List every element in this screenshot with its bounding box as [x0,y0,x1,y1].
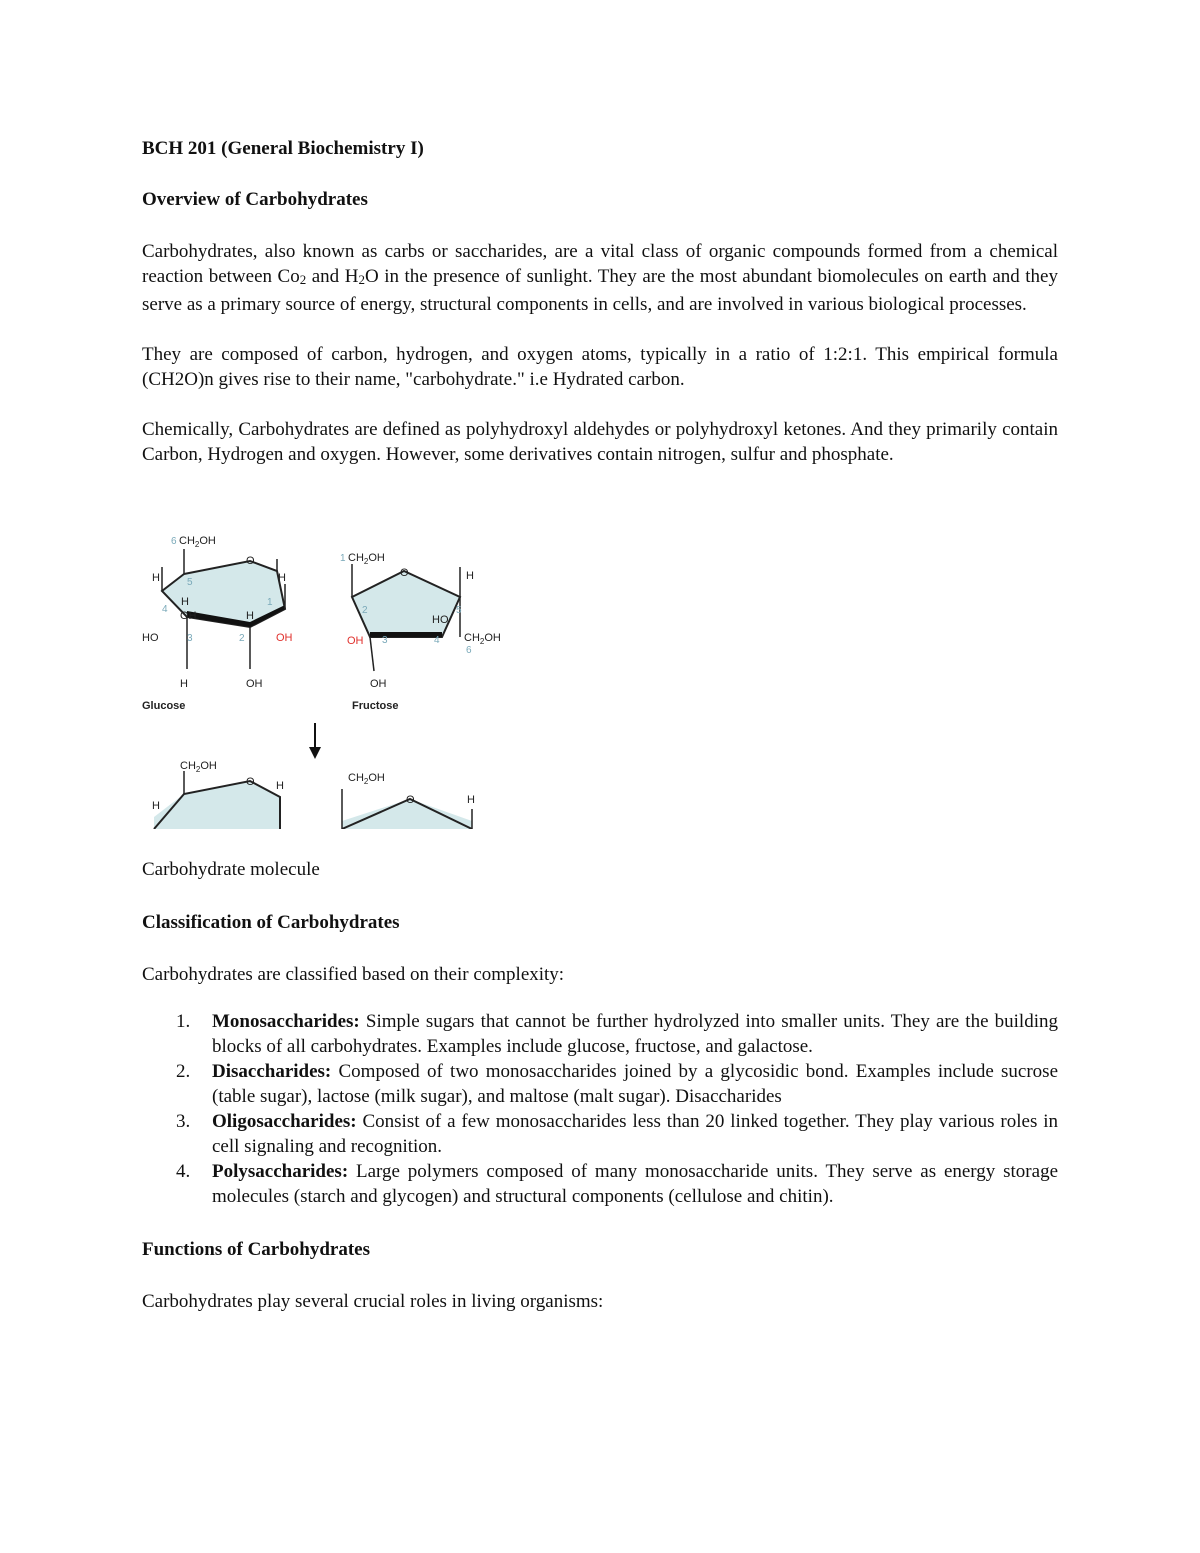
glucose-c2-h: H [246,610,254,622]
overview-paragraph-2: They are composed of carbon, hydrogen, and oxygen atoms, typically in a ratio of 1:2:1. This empirical formula (CH2O)n gives rise to their name, "carbohydrate." i.e Hydrated carbon. [142,344,1058,390]
fructose-label: Fructose [352,700,399,712]
glucose-lower-h-left: H [152,800,160,812]
carbohydrate-structure-figure [142,519,502,829]
fructose-lower-h: H [467,794,475,806]
glucose-oh-inner: OH [180,610,197,622]
fructose-c4-number: 4 [434,635,440,646]
overview-heading: Overview of Carbohydrates [142,189,368,210]
glucose-c2-h-top: H [181,596,189,608]
fructose-anomeric-oh: OH [347,635,364,647]
overview-paragraph-3: Chemically, Carbohydrates are defined as polyhydroxyl aldehydes or polyhydroxyl ketones. And they primarily contain Carbon, Hydrogen and oxygen. However, some derivatives contain nitrogen, sulfur and phosphate. [142,419,1058,465]
glucose-lower-oxygen: O [246,776,255,788]
classification-intro: Carbohydrates are classified based on their complexity: [142,964,565,985]
fructose-ring [352,571,460,637]
glucose-ho-label: HO [142,632,159,644]
glucose-bottom-h: H [180,678,188,690]
fructose-c2-number: 2 [362,605,368,616]
fructose-c5-number: 5 [456,605,462,616]
figure-caption: Carbohydrate molecule [142,859,320,880]
reaction-arrow-head [309,747,321,759]
fructose-bottom-oh: OH [370,678,387,690]
list-item: 4. Polysaccharides: Large polymers composed of many monosaccharide units. They serve as energy storage molecules (starch and glycogen) and structural components (cellulose and chitin). [176,1161,1058,1207]
glucose-label: Glucose [142,700,186,712]
glucose-c1-number: 1 [267,597,273,608]
list-item: 3. Oligosaccharides: Consist of a few monosaccharides less than 20 linked together. They play various roles in cell signaling and recognition. [176,1111,1058,1157]
fructose-ho-label: HO [432,614,449,626]
functions-heading: Functions of Carbohydrates [142,1239,371,1260]
glucose-c5-number: 5 [187,577,193,588]
fructose-lower-oxygen: O [406,794,415,806]
glucose-lower-h-right: H [276,780,284,792]
glucose-c6-number: 6 [171,536,177,547]
fructose-lower-ch2oh: $CH_2OH$ [348,772,385,786]
glucose-anomeric-oh: OH [276,632,293,644]
fructose-ch2oh-top: $CH_2OH$ [348,552,385,566]
overview-paragraph-1: Carbohydrates, also known as carbs or saccharides, are a vital class of organic compounds formed from a chemical reaction between $Co_2$ and $H_2O$ in the presence of sunlight. They are the most abundant biomolecules on earth and they serve as a primary source of energy, structural components in cells, and are involved in various biological processes. [142,241,1058,315]
glucose-bottom-oh: OH [246,678,263,690]
glucose-c4-number: 4 [162,604,168,615]
glucose-c2-number: 2 [239,633,245,644]
list-item: 1. Monosaccharides: Simple sugars that cannot be further hydrolyzed into smaller units. They are the building blocks of all carbohydrates. Examples include glucose, fructose, and galactose. [176,1011,1058,1057]
fructose-ring-front-edge [370,632,442,637]
fructose-c1-number: 1 [340,553,346,564]
functions-intro: Carbohydrates play several crucial roles in living organisms: [142,1291,604,1312]
fructose-c6-number: 6 [466,645,472,656]
fructose-ring-oxygen: O [400,567,409,579]
classification-list [142,1009,1058,1209]
list-item: 2. Disaccharides: Composed of two monosaccharides joined by a glycosidic bond. Examples include sucrose (table sugar), lactose (milk sugar), and maltose (malt sugar). Disaccharides [176,1061,1058,1107]
glucose-lower-ch2oh: $CH_2OH$ [180,760,217,774]
structure-diagram [142,519,502,829]
fructose-c3-number: 3 [382,635,388,646]
glucose-ring-oxygen: O [246,555,255,567]
glucose-c1-h: H [278,572,286,584]
classification-heading: Classification of Carbohydrates [142,912,400,933]
glucose-ch2oh-label: $CH_2OH$ [179,535,216,549]
glucose-c3-number: 3 [187,633,193,644]
fructose-h-top: H [466,570,474,582]
document-body [142,136,1058,1314]
glucose-c4-h: H [152,572,160,584]
course-title: BCH 201 (General Biochemistry I) [142,138,424,159]
fructose-ch2oh-side: $CH_2OH$ [464,632,501,646]
